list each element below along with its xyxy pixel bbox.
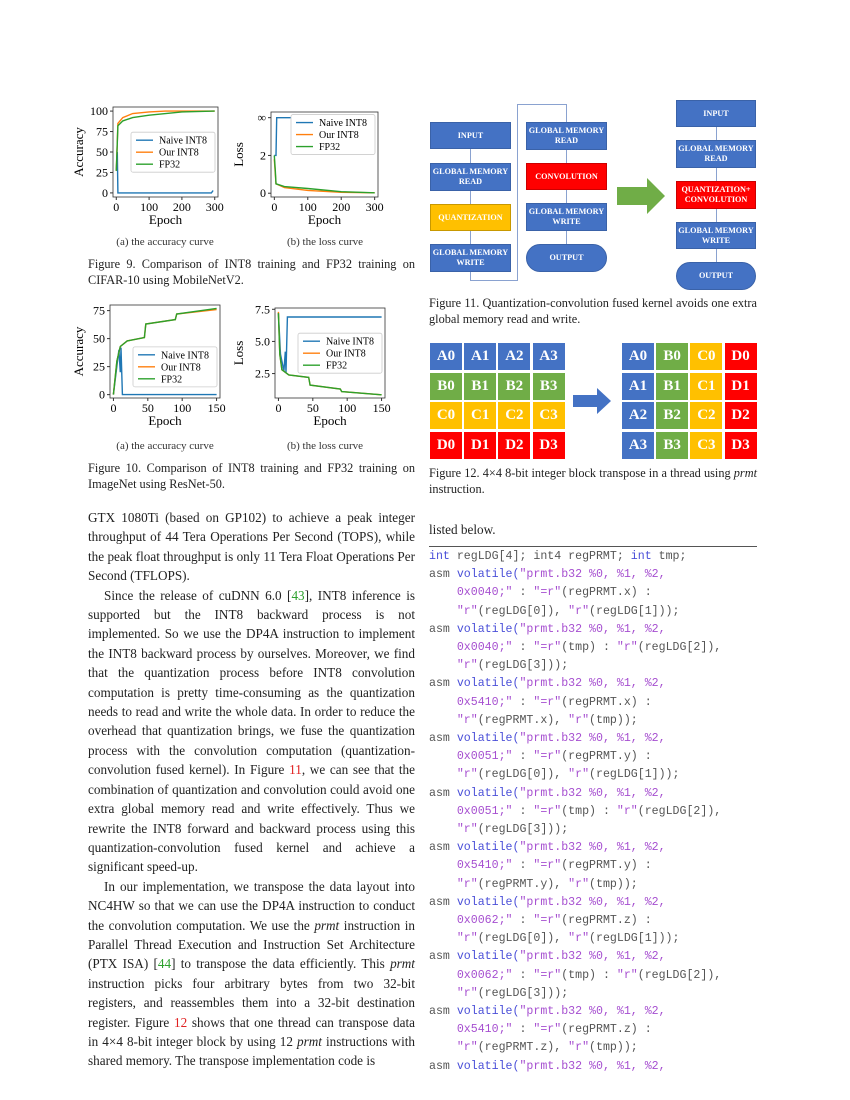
code-token: "r" [616, 804, 638, 818]
legend-label: Naive INT8 [161, 350, 210, 362]
code-token: (tmp)); [589, 713, 638, 727]
y-axis-label: Accuracy [71, 127, 86, 177]
code-token: (regPRMT.x) : [561, 586, 652, 600]
code-token: "prmt.b32 %0, %1, %2, [519, 568, 666, 582]
code-token: (regLDG[1])); [589, 768, 680, 782]
code-line [429, 912, 721, 930]
code-token: volatile( [456, 677, 520, 691]
code-token: "=r" [533, 914, 562, 928]
x-tick-label: 200 [172, 200, 191, 214]
code-line [429, 1003, 721, 1021]
code-token: "prmt.b32 %0, %1, %2, [519, 841, 666, 855]
text-span: prmt [314, 917, 340, 933]
block-cell-d0: D0 [724, 342, 758, 371]
code-token: "r" [568, 1041, 590, 1055]
code-line [429, 712, 721, 730]
left-input-box: INPUT [430, 122, 511, 149]
code-line [429, 967, 721, 985]
text-span: GTX 1080Ti (based on GP102) to achieve a peak integer throughput of 44 Tera Operations Per Second (TOPS), while the peak float throughput is only 11 Tera Float Operations Per Second (TFLOPS). [88, 510, 415, 584]
y-tick-label: 25 [96, 165, 108, 180]
middle-convolution-box: CONVOLUTION [526, 163, 607, 190]
code-token: 0x0062;" [429, 914, 513, 928]
x-axis-label: Epoch [307, 212, 342, 227]
right-write-box: GLOBAL MEMORY WRITE [676, 222, 756, 249]
code-token: (regLDG[2]), [637, 968, 722, 982]
code-token: (regPRMT.y), [477, 877, 569, 891]
legend-label: FP32 [161, 374, 183, 386]
right-arrow-icon [617, 178, 667, 214]
block-cell-c0: C0 [689, 342, 723, 371]
block-cell-d3: D3 [724, 431, 758, 460]
code-token: (regLDG[0]), [477, 932, 569, 946]
code-token: (regPRMT.z) : [561, 1023, 652, 1037]
y-axis-label: Loss [231, 340, 246, 366]
code-line [429, 603, 721, 621]
text-span: Since the release of cuDNN 6.0 [ [104, 587, 292, 603]
right-input-box: INPUT [676, 100, 756, 127]
y-axis-label: Loss [231, 142, 246, 167]
reference-link[interactable]: 11 [289, 762, 302, 778]
code-line [429, 730, 721, 748]
fig9-subcaption-a: (a) the accuracy curve [116, 236, 214, 248]
code-line [429, 857, 721, 875]
code-token: asm [429, 677, 457, 691]
code-token: : [512, 1023, 534, 1037]
code-token: "r" [429, 768, 478, 782]
right-read-box: GLOBAL MEMORY READ [676, 140, 756, 168]
fig9-loss-chart [230, 98, 390, 233]
code-token: "r" [429, 1041, 478, 1055]
block-cell-c3: C3 [532, 401, 566, 430]
code-token: (tmp) : [561, 968, 617, 982]
block-cell-d0: D0 [429, 431, 463, 460]
block-cell-c1: C1 [689, 372, 723, 401]
block-cell-a0: A0 [429, 342, 463, 371]
reference-link[interactable]: 43 [291, 587, 305, 603]
paragraph [88, 877, 415, 1071]
y-tick-label: 50 [96, 145, 108, 159]
code-token: (regLDG[1])); [589, 604, 680, 618]
code-token: 0x5410;" [429, 695, 513, 709]
code-token: "r" [429, 877, 478, 891]
block-cell-c3: C3 [689, 431, 723, 460]
code-line [429, 657, 721, 675]
y-tick-label: 0 [260, 186, 266, 201]
code-listing [429, 548, 721, 1076]
code-line [429, 639, 721, 657]
block-cell-b2: B2 [655, 401, 689, 430]
x-tick-label: 300 [365, 200, 384, 214]
code-line [429, 548, 721, 566]
code-token: "=r" [533, 968, 562, 982]
series-line-our-int8 [274, 159, 374, 193]
y-tick-label: 25 [93, 359, 105, 374]
code-rule [429, 546, 757, 547]
fig12-caption [429, 465, 757, 497]
code-token: (tmp) : [561, 804, 617, 818]
code-token: (regPRMT.x) : [561, 695, 652, 709]
code-token: "prmt.b32 %0, %1, %2, [519, 1005, 666, 1019]
code-token: volatile( [456, 841, 520, 855]
x-tick-label: 200 [332, 200, 351, 214]
text-span: instruction picks four arbitrary bytes from two 32-bit registers, and reassembles them into a 32-bit destination register. Figure [88, 975, 415, 1030]
x-tick-label: 0 [113, 200, 120, 214]
block-cell-d1: D1 [463, 431, 497, 460]
fig10-caption: Figure 10. Comparison of INT8 training and FP32 training on ImageNet using ResNet-50. [88, 461, 415, 491]
fig10-loss-chart [230, 298, 395, 433]
listed-below-text: listed below. [429, 522, 496, 537]
transpose-arrow-icon [573, 388, 613, 414]
code-token: "=r" [533, 859, 562, 873]
code-token: : [512, 695, 534, 709]
code-token: int [630, 550, 652, 563]
code-token: (tmp)); [589, 1041, 638, 1055]
block-cell-c0: C0 [429, 401, 463, 430]
code-token: "=r" [533, 750, 562, 764]
code-token: "r" [616, 641, 638, 655]
code-line [429, 584, 721, 602]
code-token: "prmt.b32 %0, %1, %2, [519, 950, 666, 964]
block-cell-d2: D2 [724, 401, 758, 430]
code-token: (regPRMT.z), [477, 1041, 569, 1055]
legend-label: FP32 [319, 142, 341, 154]
left-quantization-box: QUANTIZATION [430, 204, 511, 231]
y-tick-label: 7.5 [255, 302, 270, 317]
fig9-caption: Figure 9. Comparison of INT8 training and FP32 training on CIFAR-10 using MobileNetV2. [88, 257, 415, 287]
left-read-box: GLOBAL MEMORY READ [430, 163, 511, 191]
code-line [429, 1039, 721, 1057]
code-token: (regPRMT.x), [477, 713, 569, 727]
x-tick-label: 100 [173, 401, 192, 415]
x-tick-label: 150 [207, 401, 226, 415]
x-tick-label: 50 [141, 401, 154, 415]
legend-label: Our INT8 [319, 130, 359, 142]
code-token: "prmt.b32 %0, %1, %2, [519, 1059, 666, 1073]
code-token: "r" [429, 713, 478, 727]
code-line [429, 1058, 721, 1076]
paragraph [88, 508, 415, 586]
block-cell-b2: B2 [497, 372, 531, 401]
body-text [88, 508, 415, 1071]
code-line [429, 766, 721, 784]
fig9-subcaption-b: (b) the loss curve [286, 236, 364, 248]
legend-label: Our INT8 [159, 147, 199, 159]
fig10-subcaption-a: (a) the accuracy curve [116, 440, 214, 452]
code-token: "=r" [533, 586, 562, 600]
middle-write-box: GLOBAL MEMORY WRITE [526, 203, 607, 231]
code-token: 0x0040;" [429, 586, 513, 600]
code-token: asm [429, 950, 457, 964]
legend-label: Naive INT8 [319, 118, 368, 130]
code-token: (regPRMT.y) : [561, 750, 652, 764]
code-token: (tmp) : [561, 641, 617, 655]
code-token: regLDG[4]; int4 regPRMT; [449, 550, 631, 563]
fig9-accuracy-chart [70, 98, 230, 233]
code-line [429, 748, 721, 766]
block-cell-c1: C1 [463, 401, 497, 430]
code-token: "r" [429, 659, 478, 673]
code-token: "r" [429, 932, 478, 946]
code-token: 0x0051;" [429, 750, 513, 764]
legend-label: Naive INT8 [326, 336, 375, 348]
fig12-caption-italic: prmt [733, 466, 757, 480]
code-token: : [512, 914, 534, 928]
code-token: (regLDG[3])); [477, 986, 569, 1000]
block-cell-b0: B0 [429, 372, 463, 401]
code-token: "r" [568, 768, 590, 782]
block-cell-d3: D3 [532, 431, 566, 460]
block-cell-a3: A3 [621, 431, 655, 460]
legend-label: FP32 [326, 360, 348, 372]
code-line [429, 930, 721, 948]
code-token: "=r" [533, 695, 562, 709]
code-token: asm [429, 786, 457, 800]
code-token: asm [429, 841, 457, 855]
code-line [429, 948, 721, 966]
y-tick-label: ∞ [257, 110, 266, 125]
code-token: "prmt.b32 %0, %1, %2, [519, 786, 666, 800]
reference-link[interactable]: 12 [173, 1014, 188, 1030]
block-cell-a3: A3 [532, 342, 566, 371]
right-output-box: OUTPUT [676, 262, 756, 290]
code-token: "=r" [533, 1023, 562, 1037]
code-token: (regLDG[0]), [477, 604, 569, 618]
text-span: instruction in Parallel Thread Execution and Instruction Set Architecture (PTX ISA) [ [88, 917, 415, 972]
code-token: : [512, 641, 534, 655]
block-cell-d1: D1 [724, 372, 758, 401]
code-line [429, 694, 721, 712]
code-token: volatile( [456, 1059, 520, 1073]
code-token: volatile( [456, 950, 520, 964]
code-token: asm [429, 895, 457, 909]
block-cell-a0: A0 [621, 342, 655, 371]
text-span: prmt [297, 1033, 322, 1049]
code-token: "r" [568, 932, 590, 946]
code-token: (tmp)); [589, 877, 638, 891]
text-span: prmt [390, 956, 415, 972]
code-line [429, 621, 721, 639]
code-token: : [512, 804, 534, 818]
code-token: volatile( [456, 568, 520, 582]
y-tick-label: 2 [260, 148, 266, 163]
code-token: volatile( [456, 895, 520, 909]
x-axis-label: Epoch [148, 212, 183, 227]
paragraph [88, 586, 415, 877]
code-token: 0x5410;" [429, 859, 513, 873]
code-token: volatile( [456, 1005, 520, 1019]
code-token: "r" [429, 604, 478, 618]
code-token: "prmt.b32 %0, %1, %2, [519, 622, 666, 636]
y-tick-label: 100 [90, 104, 108, 119]
code-token: (regPRMT.y) : [561, 859, 652, 873]
legend-label: Our INT8 [326, 348, 366, 360]
code-line [429, 566, 721, 584]
middle-output-box: OUTPUT [526, 244, 607, 272]
code-token: (regLDG[2]), [637, 804, 722, 818]
code-token: 0x0051;" [429, 804, 513, 818]
legend-label: FP32 [159, 159, 181, 171]
code-line [429, 894, 721, 912]
block-cell-a1: A1 [463, 342, 497, 371]
y-tick-label: 2.5 [255, 366, 270, 381]
fig10-subcaption-b: (b) the loss curve [286, 440, 364, 452]
code-line [429, 1021, 721, 1039]
code-token: "prmt.b32 %0, %1, %2, [519, 732, 666, 746]
x-tick-label: 100 [140, 200, 159, 214]
code-token: asm [429, 1059, 457, 1073]
block-cell-d2: D2 [497, 431, 531, 460]
code-token: : [512, 750, 534, 764]
y-axis-label: Accuracy [71, 326, 86, 377]
code-token: "r" [568, 604, 590, 618]
code-line [429, 985, 721, 1003]
code-token: (regPRMT.z) : [561, 914, 652, 928]
code-line [429, 839, 721, 857]
code-token: volatile( [456, 732, 520, 746]
y-tick-label: 50 [93, 331, 105, 346]
y-tick-label: 0 [99, 387, 105, 402]
code-token: 0x0062;" [429, 968, 513, 982]
code-token: : [512, 586, 534, 600]
code-line [429, 675, 721, 693]
text-span: ] to transpose the data efficiently. This [171, 956, 391, 972]
code-token: tmp; [651, 550, 687, 563]
code-token: "r" [616, 968, 638, 982]
code-token: int [429, 550, 450, 563]
code-token: 0x5410;" [429, 1023, 513, 1037]
block-cell-b3: B3 [532, 372, 566, 401]
code-token: "prmt.b32 %0, %1, %2, [519, 895, 666, 909]
text-span: In our implementation, we transpose the data layout into NC4HW so that we can use the DP4A instruction to conduct the convolution computation. We use the [88, 878, 415, 933]
code-token: asm [429, 568, 457, 582]
code-token: "prmt.b32 %0, %1, %2, [519, 677, 666, 691]
code-token: 0x0040;" [429, 641, 513, 655]
block-cell-a2: A2 [497, 342, 531, 371]
code-token: "r" [429, 823, 478, 837]
code-token: (regLDG[1])); [589, 932, 680, 946]
middle-read-box: GLOBAL MEMORY READ [526, 122, 607, 150]
x-tick-label: 100 [338, 401, 357, 415]
fig10-accuracy-chart [70, 298, 230, 433]
x-tick-label: 150 [372, 401, 391, 415]
code-line [429, 785, 721, 803]
code-token: asm [429, 732, 457, 746]
legend-label: Naive INT8 [159, 135, 208, 147]
x-tick-label: 0 [110, 401, 117, 415]
text-span: , we can see that the combination of quantization and convolution could avoid one extra global memory read and write effectively. Thus we rewrite the INT8 forward and backward process using this quantization-convolution fused kernel and achieve a significant speed-up. [88, 762, 415, 875]
fig12-caption-end: instruction. [429, 482, 485, 496]
code-token: : [512, 968, 534, 982]
y-tick-label: 0 [102, 185, 108, 200]
block-cell-b3: B3 [655, 431, 689, 460]
y-tick-label: 75 [96, 124, 108, 139]
text-span: ], INT8 inference is supported but the INT8 backward process is not implemented. So we use the DP4A instruction to implement the INT8 backward process by ourselves. Moreover, we find that the quantization process before INT8 convolution computation is pretty time-consuming as the quantization needs to read and write the whole data. In order to reduce the overhead that quantization brings, we fuse the quantization process with the convolution computation (quantization-convolution fused kernel). In Figure [88, 587, 415, 778]
y-tick-label: 75 [93, 303, 105, 318]
x-tick-label: 50 [306, 401, 319, 415]
code-token: volatile( [456, 786, 520, 800]
code-token: (regLDG[3])); [477, 823, 569, 837]
code-token: "=r" [533, 641, 562, 655]
code-token: "r" [429, 986, 478, 1000]
block-cell-b0: B0 [655, 342, 689, 371]
x-tick-label: 0 [275, 401, 282, 415]
left-write-box: GLOBAL MEMORY WRITE [430, 244, 511, 272]
code-token: "r" [568, 877, 590, 891]
block-cell-c2: C2 [689, 401, 723, 430]
block-cell-c2: C2 [497, 401, 531, 430]
y-tick-label: 5.0 [255, 334, 270, 349]
x-axis-label: Epoch [148, 413, 182, 428]
fig11-caption: Figure 11. Quantization-convolution fused kernel avoids one extra global memory read and write. [429, 296, 757, 326]
x-tick-label: 0 [271, 200, 278, 214]
fig12-caption-text: Figure 12. 4×4 8-bit integer block transpose in a thread using [429, 466, 734, 480]
x-tick-label: 100 [298, 200, 317, 214]
legend-label: Our INT8 [161, 362, 201, 374]
code-token: "=r" [533, 804, 562, 818]
right-fused-box: QUANTIZATION+ CONVOLUTION [676, 181, 756, 209]
reference-link[interactable]: 44 [157, 956, 172, 972]
code-token: "r" [568, 713, 590, 727]
code-line [429, 821, 721, 839]
code-token: (regLDG[3])); [477, 659, 569, 673]
text-span: instructions with shared memory. The transpose implementation code is [88, 1033, 415, 1069]
text-span: shows that one thread can transpose data in 4×4 8-bit integer block by using 12 [88, 1014, 416, 1049]
code-line [429, 876, 721, 894]
block-cell-a2: A2 [621, 401, 655, 430]
code-token: (regLDG[2]), [637, 641, 722, 655]
code-token: asm [429, 622, 457, 636]
x-tick-label: 300 [205, 200, 224, 214]
block-cell-b1: B1 [463, 372, 497, 401]
block-cell-a1: A1 [621, 372, 655, 401]
code-token: volatile( [456, 622, 520, 636]
code-token: (regLDG[0]), [477, 768, 569, 782]
block-cell-b1: B1 [655, 372, 689, 401]
series-line-fp32 [274, 155, 374, 192]
code-token: asm [429, 1005, 457, 1019]
code-line [429, 803, 721, 821]
x-axis-label: Epoch [313, 413, 347, 428]
code-token: : [512, 859, 534, 873]
